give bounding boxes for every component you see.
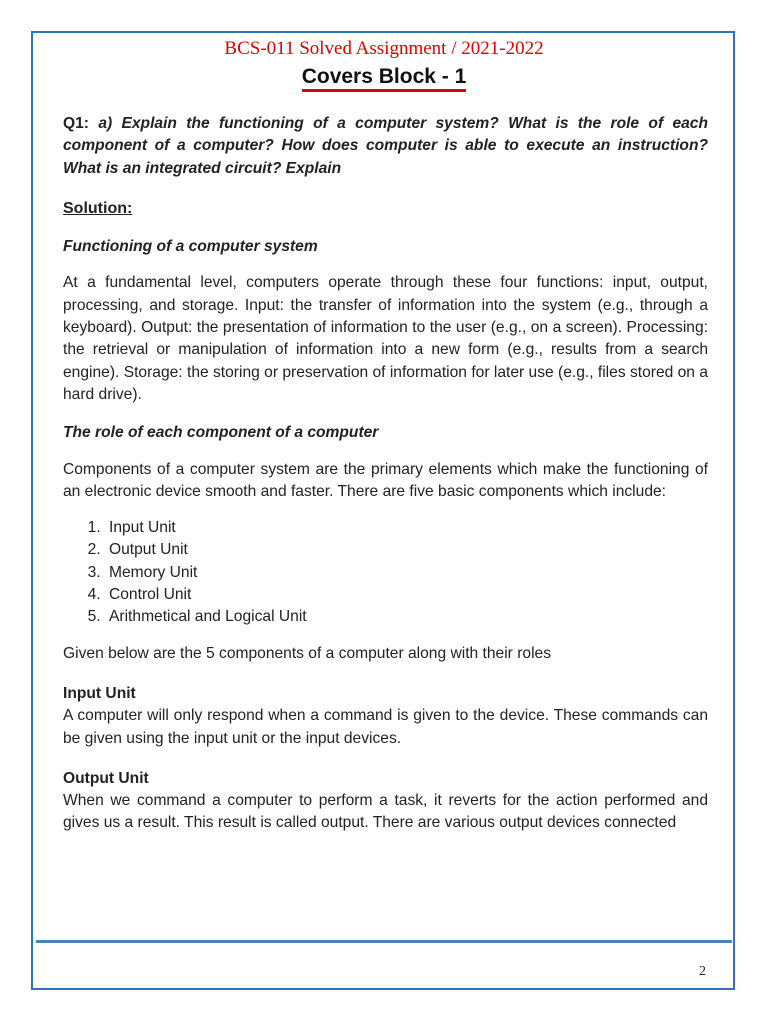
functioning-title: Functioning of a computer system (63, 238, 318, 256)
list-item: 3. Memory Unit (105, 562, 708, 584)
roles-lead: Given below are the 5 components of a computer along with their roles (63, 644, 552, 662)
page-number: 2 (699, 964, 706, 979)
input-unit-title: Input Unit (63, 684, 136, 702)
solution-heading: Solution: (63, 199, 133, 217)
input-unit-text: A computer will only respond when a command is given to the device. These commands can be given using the input unit or the input devices. (63, 707, 708, 747)
subheader-wrap (0, 65, 768, 92)
question-text: a) Explain the functioning of a computer system? What is the role of each component of a computer? How does computer is able to execute an instruction? What is an integrated circuit? Explain (63, 115, 708, 177)
question-label: Q1: (63, 115, 89, 132)
output-unit-text: When we command a computer to perform a task, it reverts for the action performed and gives us a result. This result is called output. There are various output devices connected (63, 792, 708, 832)
list-item: 2. Output Unit (105, 539, 708, 561)
question-paragraph (63, 113, 708, 180)
output-unit-title: Output Unit (63, 769, 149, 787)
roles-title: The role of each component of a computer (63, 424, 379, 442)
footer-rule (36, 940, 732, 943)
list-item: 5. Arithmetical and Logical Unit (105, 606, 708, 628)
block-title: Covers Block - 1 (302, 65, 467, 92)
document-header: BCS-011 Solved Assignment / 2021-2022 (224, 38, 544, 59)
functioning-text: At a fundamental level, computers operate through these four functions: input, output, processing, and storage. Input: the transfer of information into the system (e.g., through a keyboard). Output: the presentation of information to the user (e.g., on a screen). Processing: the retrieval or manipulation of information into a new form (e.g., results from a search engine). Storage: the storing or preservation of information for later use (e.g., files stored on a hard drive). (63, 274, 708, 403)
components-list (63, 517, 708, 628)
document-body (63, 113, 708, 835)
list-item: 1. Input Unit (105, 517, 708, 539)
roles-intro: Components of a computer system are the primary elements which make the functioning of an electronic device smooth and faster. There are five basic components which include: (63, 460, 708, 500)
list-item: 4. Control Unit (105, 584, 708, 606)
